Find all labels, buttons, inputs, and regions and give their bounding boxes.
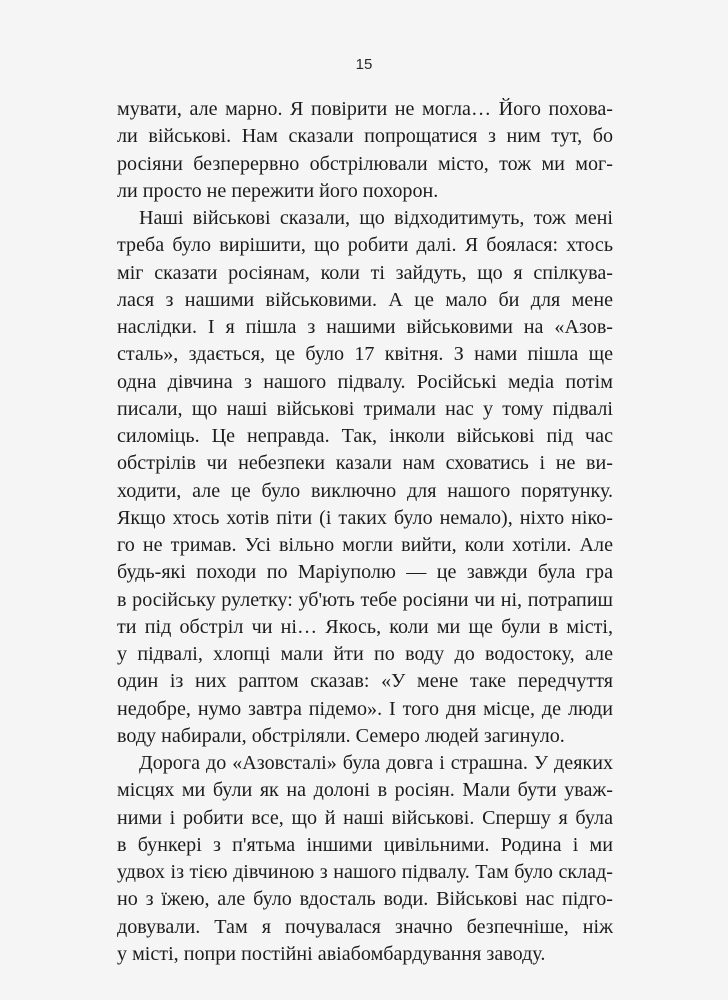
text-line: ли просто не пережити його похорон. bbox=[117, 179, 439, 202]
text-line: воду набирали, обстріляли. Семеро людей загинуло. bbox=[117, 724, 565, 747]
text-line: сталь», здається, це було 17 квітня. З нами пішла ще bbox=[117, 343, 613, 366]
text-line: місцях ми були як на долоні в росіян. Мали бути уваж- bbox=[117, 779, 613, 802]
text-line: Якщо хтось хотів піти (і таких було немало), ніхто ніко- bbox=[117, 506, 613, 529]
text-line: треба було вирішити, що робити далі. Я боялася: хтось bbox=[117, 234, 613, 257]
text-line: будь-які походи по Маріуполю — це завжди була гра bbox=[117, 561, 613, 584]
text-line: міг сказати росіянам, коли ті зайдуть, що я спілкува- bbox=[117, 261, 613, 284]
text-line: писали, що наші військові тримали нас у тому підвалі bbox=[117, 397, 613, 420]
text-line: довували. Там я почувалася значно безпечніше, ніж bbox=[117, 915, 613, 938]
text-line: го не тримав. Усі вільно могли вийти, коли хотіли. Але bbox=[117, 534, 613, 556]
text-line: наслідки. І я пішла з нашими військовими на «Азов- bbox=[117, 316, 613, 338]
text-line: Дорога до «Азовсталі» була довга і страшна. У деяких bbox=[139, 752, 613, 774]
text-line: росіяни безперервно обстрілювали місто, тож ми мог- bbox=[117, 152, 613, 175]
text-line: одна дівчина з нашого підвалу. Російські медіа потім bbox=[117, 370, 613, 393]
text-line: недобре, нумо завтра підемо». І того дня місце, де люди bbox=[117, 697, 613, 720]
text-line: мувати, але марно. Я повірити не могла… Його похова- bbox=[117, 98, 613, 120]
text-line: обстрілів чи небезпеки казали нам сховатись і не ви- bbox=[117, 452, 613, 475]
text-line: ти під обстріл чи ні… Якось, коли ми ще були в місті, bbox=[117, 615, 613, 638]
text-line: у місті, попри постійні авіабомбардування заводу. bbox=[117, 942, 546, 965]
page-number: 15 bbox=[355, 56, 373, 73]
text-line: один із них раптом сказав: «У мене таке передчуття bbox=[117, 670, 613, 693]
text-line: ли військові. Нам сказали попрощатися з ним тут, бо bbox=[117, 125, 613, 148]
text-line: у підвалі, хлопці мали йти по воду до водостоку, але bbox=[117, 643, 613, 665]
body-text bbox=[117, 96, 613, 968]
text-line: ходити, але це було виключно для нашого порятунку. bbox=[117, 479, 613, 502]
text-line: ними і робити все, що й наші військові. Спершу я була bbox=[117, 806, 613, 829]
text-line: в російську рулетку: уб'ють тебе росіяни чи ні, потрапиш bbox=[117, 588, 613, 611]
text-line: удвох із тією дівчиною з нашого підвалу. Там було склад- bbox=[117, 861, 613, 883]
text-line: в бункері з п'ятьма іншими цивільними. Родина і ми bbox=[117, 833, 613, 856]
text-line: Наші військові сказали, що відходитимуть, тож мені bbox=[139, 207, 613, 229]
text-line: силоміць. Це неправда. Так, інколи військові під час bbox=[117, 425, 613, 447]
text-line: но з їжею, але було вдосталь води. Військові нас підго- bbox=[117, 888, 613, 911]
text-line: лася з нашими військовими. А це мало би для мене bbox=[117, 288, 613, 311]
